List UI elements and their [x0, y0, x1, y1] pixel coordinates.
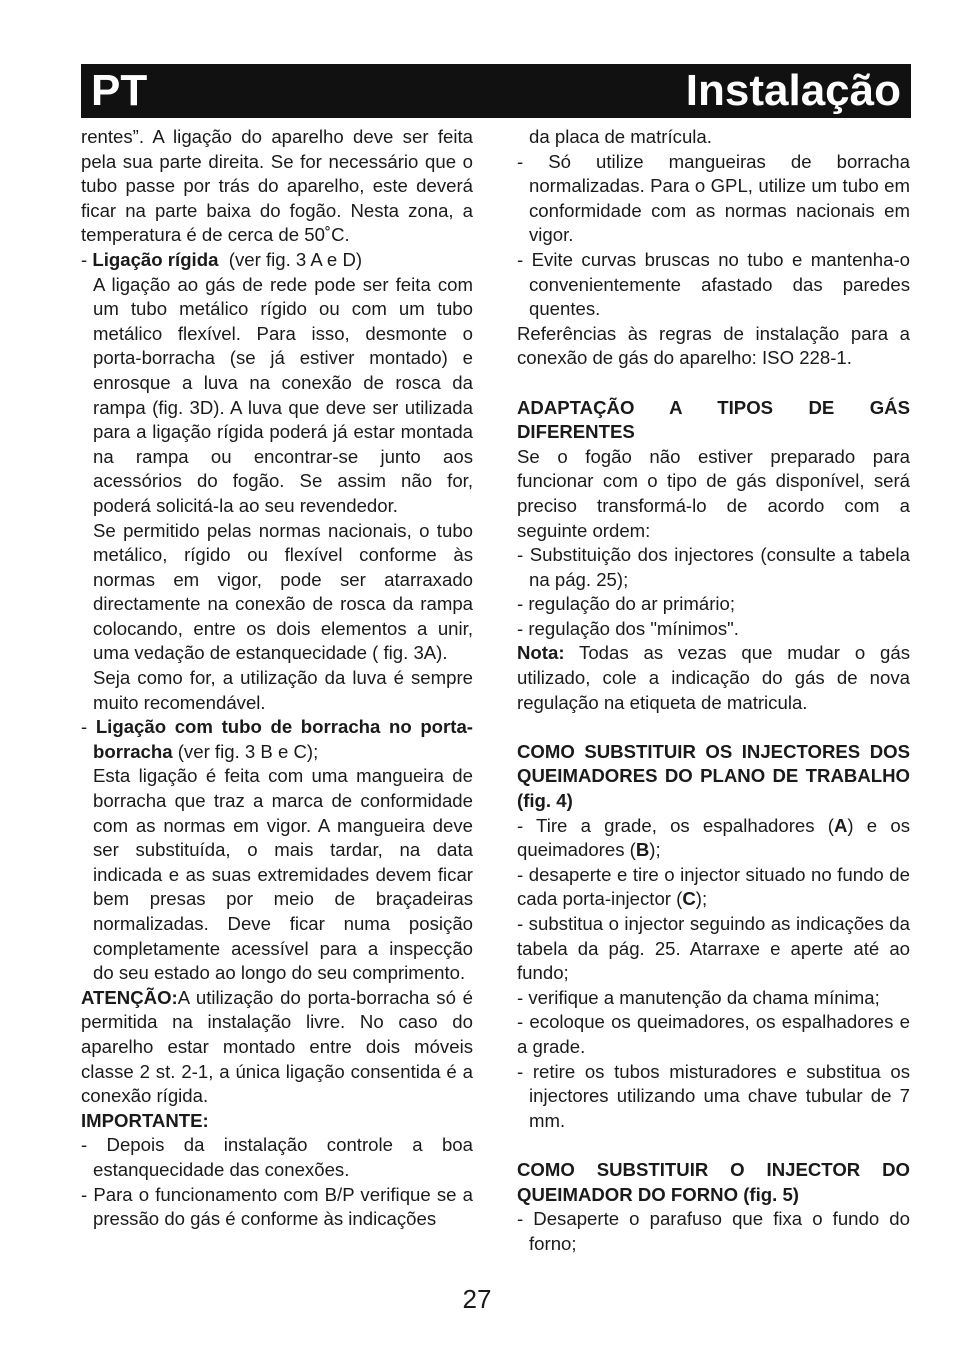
list-item: - Depois da instalação controle a boa estanquecidade das conexões. — [81, 1134, 473, 1180]
paragraph: rentes”. A ligação do aparelho deve ser feita pela sua parte direita. Se for necessário que o tubo passe por trás do aparelho, este deverá ficar na parte baixa do fogão. Nesta zona, a temperatura é de cerca de 50˚C. — [81, 126, 473, 246]
heading-text: COMO SUBSTITUIR OS INJECTORES DOS QUEIMADORES DO PLANO DE TRABALHO (fig. 4) — [517, 740, 910, 812]
paragraph: Referências às regras de instalação para a conexão de gás do aparelho: ISO 228-1. — [517, 322, 910, 369]
list-item: - verifique a manutenção da chama mínima; — [517, 986, 880, 1008]
warning-label: ATENÇÃO: — [81, 986, 178, 1008]
text: - Tire a grade, os espalhadores ( — [517, 814, 834, 836]
heading-text: ADAPTAÇÃO A TIPOS DE GÁS DIFERENTES — [517, 396, 910, 443]
paragraph: Se permitido pelas normas nacionais, o tubo metálico, rígido ou flexível conforme às normas em vigor, pode ser atarraxado directamente na conexão de rosca da rampa colocando, entre os dois elementos a unir, uma vedação de estanquecidade ( fig. 3A). — [93, 519, 473, 664]
label-b: B — [635, 839, 650, 861]
text: - desaperte e tire o injector situado no fundo de cada porta-injector ( — [517, 863, 910, 910]
section-heading — [517, 740, 910, 814]
list-item: - Substituição dos injectores (consulte a tabela na pág. 25); — [517, 544, 910, 590]
text: ); — [695, 888, 708, 910]
text: ); — [649, 839, 661, 861]
heading-text: COMO SUBSTITUIR O INJECTOR DO QUEIMADOR DO FORNO (fig. 5) — [517, 1158, 910, 1205]
list-item: - ecoloque os queimadores, os espalhadores e a grade. — [517, 1011, 910, 1057]
list-item — [517, 814, 910, 863]
paragraph: Seja como for, a utilização da luva é sempre muito recomendável. — [93, 667, 473, 713]
paragraph: Se o fogão não estiver preparado para funcionar com o tipo de gás disponível, será preciso transformá-lo de acordo com a seguinte ordem: — [517, 445, 910, 541]
list-item: - Desaperte o parafuso que fixa o fundo do forno; — [517, 1208, 910, 1254]
note-label: Nota: — [517, 642, 565, 664]
section-heading — [517, 1158, 910, 1207]
page-title: Instalação — [685, 66, 901, 115]
list-item: - Só utilize mangueiras de borracha normalizadas. Para o GPL, utilize um tubo em conformidade com as normas nacionais em vigor. — [517, 150, 910, 246]
note-paragraph — [517, 641, 910, 715]
list-item: - regulação dos "mínimos". — [517, 617, 739, 639]
subheading: Ligação com tubo de borracha no porta-borracha — [93, 716, 474, 762]
text: (ver fig. 3 A e D) — [218, 248, 363, 270]
section-label — [81, 1109, 473, 1134]
text: ) e os queimadores ( — [517, 814, 910, 861]
list-item: - retire os tubos misturadores e substitua os injectores utilizando uma chave tubular de 7 mm. — [517, 1060, 910, 1131]
list-item: - Evite curvas bruscas no tubo e mantenha-o convenientemente afastado das paredes quentes. — [517, 248, 910, 320]
paragraph: A ligação ao gás de rede pode ser feita com um tubo metálico rígido ou com um tubo metálico flexível. Para isso, desmonte o porta-borracha (se já estiver montado) e enrosque a luva na conexão de rosca da rampa (fig. 3D). A luva que deve ser utilizada para a ligação rígida poderá já estar montada na rampa ou encontrar-se junto aos acessórios do fogão. Se assim não for, poderá solicitá-la ao seu revendedor. — [93, 273, 473, 516]
language-code: PT — [91, 66, 148, 115]
list-item: - Para o funcionamento com B/P verifique se a pressão do gás é conforme às indicações — [81, 1183, 473, 1230]
list-item-rubber-hose: - Ligação com tubo de borracha no porta-borracha (ver fig. 3 B e C); — [81, 716, 474, 762]
label-a: A — [833, 814, 848, 836]
list-item — [517, 863, 910, 912]
left-column — [81, 125, 473, 1232]
page-header — [81, 64, 911, 118]
list-item: - substitua o injector seguindo as indicações da tabela da pág. 25. Atarraxe e aperte até ao fundo; — [517, 913, 910, 984]
text: A utilização do porta-borracha só é permitida na instalação livre. No caso do aparelho estar montado entre dois móveis classe 2 st. 2-1, a única ligação consentida é a conexão rígida. — [81, 986, 473, 1107]
section-heading — [517, 396, 910, 445]
label-c: C — [682, 888, 696, 910]
text: Todas as vezas que mudar o gás utilizado, cole a indicação do gás de nova regulação na etiqueta de matricula. — [517, 642, 910, 713]
paragraph: Esta ligação é feita com uma mangueira de borracha que traz a marca de conformidade com as normas em vigor. A mangueira deve ser substituída, o mais tardar, na data indicada e as suas extremidades devem ficar bem presas por meio de braçadeiras normalizadas. Deve ficar numa posição completamente acessível para a inspecção do seu estado ao longo do seu comprimento. — [93, 765, 473, 984]
page-number: 27 — [462, 1284, 492, 1314]
important-label: IMPORTANTE: — [81, 1109, 209, 1131]
text: (ver fig. 3 B e C); — [172, 740, 319, 762]
list-item: - regulação do ar primário; — [517, 593, 736, 615]
subheading: Ligação rígida — [92, 248, 219, 270]
paragraph: da placa de matrícula. — [529, 126, 712, 147]
right-column — [517, 125, 910, 1256]
list-item-rigid-connection: - Ligação rígida (ver fig. 3 A e D) — [81, 248, 363, 270]
warning-paragraph — [81, 986, 473, 1109]
